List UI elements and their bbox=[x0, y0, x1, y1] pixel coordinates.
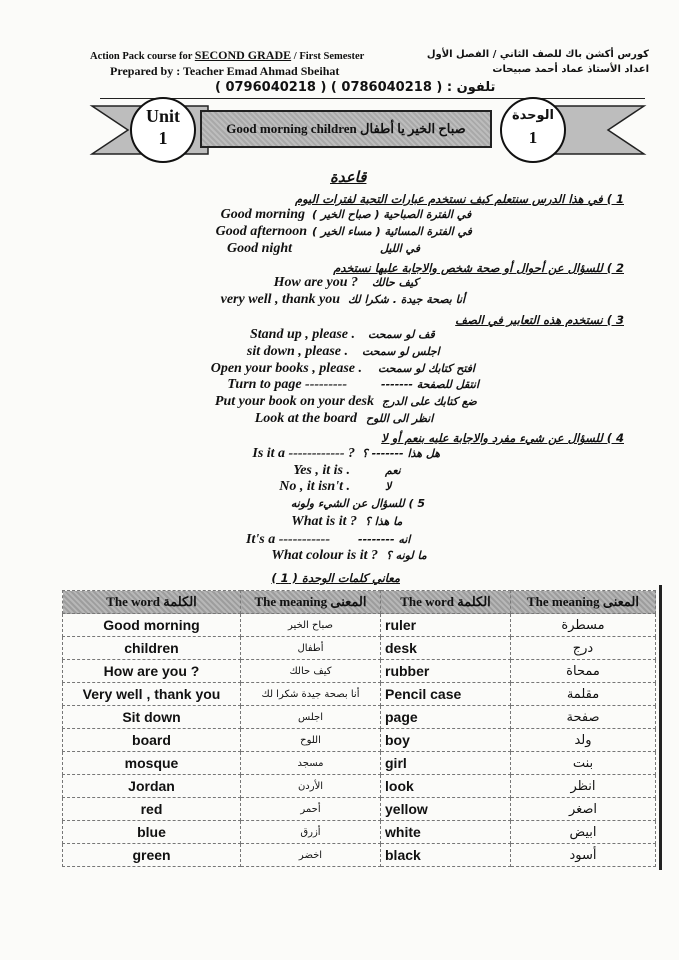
word-cell: rubber bbox=[381, 660, 511, 683]
semester: / First Semester bbox=[291, 51, 365, 62]
header-word: The word الكلمة bbox=[63, 591, 241, 614]
meaning-cell: أحمر bbox=[241, 798, 381, 821]
stand-up-ar: قف لو سمحت bbox=[368, 328, 435, 341]
course-title-en bbox=[90, 48, 364, 63]
word-cell: board bbox=[63, 729, 241, 752]
word-cell: desk bbox=[381, 637, 511, 660]
word-cell: Pencil case bbox=[381, 683, 511, 706]
table-header-row bbox=[63, 591, 656, 614]
word-cell: Jordan bbox=[63, 775, 241, 798]
word-cell: look bbox=[381, 775, 511, 798]
very-well-en: very well , thank you bbox=[220, 292, 340, 307]
meaning-cell: أنا بصحة جيدة شكرا لك bbox=[241, 683, 381, 706]
what-is-it-en: What is it ? bbox=[291, 514, 357, 529]
word-cell: Sit down bbox=[63, 706, 241, 729]
put-book-en: Put your book on your desk bbox=[214, 394, 374, 409]
meaning-cell: الأردن bbox=[241, 775, 381, 798]
lesson-title-ribbon bbox=[200, 110, 492, 148]
section-1: 1 ) في هذا الدرس سنتعلم كيف نستخدم عبارات التحية لفترات اليوم bbox=[295, 192, 624, 206]
look-board-ar: انظر الى اللوح bbox=[366, 412, 434, 425]
meaning-cell: مسطرة bbox=[511, 614, 656, 637]
good-night-ar: في الليل bbox=[380, 242, 420, 255]
unit-number-ar: 1 bbox=[528, 128, 538, 147]
meaning-cell: ولد bbox=[511, 729, 656, 752]
section-2: 2 ) للسؤال عن أحوال أو صحة شخص والاجابة عليها نستخدم bbox=[333, 261, 624, 275]
table-row bbox=[63, 637, 656, 660]
is-it-a-ar: هل هذا ------- ؟ bbox=[362, 447, 441, 460]
turn-to-page-en: Turn to page --------- bbox=[227, 377, 347, 392]
meaning-cell: مقلمة bbox=[511, 683, 656, 706]
what-colour-en: What colour is it ? bbox=[271, 548, 378, 563]
no-ar: لا bbox=[385, 480, 392, 493]
meaning-cell: أطفال bbox=[241, 637, 381, 660]
yes-ar: نعم bbox=[385, 464, 401, 477]
table-row bbox=[63, 614, 656, 637]
word-cell: blue bbox=[63, 821, 241, 844]
table-row bbox=[63, 683, 656, 706]
course-prefix: Action Pack course for bbox=[90, 51, 195, 62]
course-title-ar: كورس أكشن باك للصف الثاني / الفصل الأول bbox=[426, 49, 649, 60]
good-morning-en: Good morning bbox=[220, 207, 305, 222]
grade: SECOND GRADE bbox=[194, 48, 292, 62]
vocabulary-table bbox=[62, 590, 656, 867]
how-are-you-en: How are you ? bbox=[273, 275, 358, 290]
stand-up-en: Stand up , please . bbox=[249, 327, 355, 342]
word-cell: page bbox=[381, 706, 511, 729]
good-afternoon-ar: في الفترة المسائية ( مساء الخير ) bbox=[312, 225, 472, 238]
good-morning-ar: في الفترة الصباحية ( صباح الخير ) bbox=[312, 208, 472, 221]
meaning-cell: صباح الخير bbox=[241, 614, 381, 637]
word-cell: green bbox=[63, 844, 241, 867]
header-meaning: The meaning المعنى bbox=[511, 591, 656, 614]
unit-circle-ar bbox=[500, 97, 566, 163]
word-cell: red bbox=[63, 798, 241, 821]
good-afternoon-en: Good afternoon bbox=[215, 224, 307, 239]
vocab-title: معاني كلمات الوحدة ( 1 ) bbox=[271, 571, 400, 585]
meaning-cell: اللوح bbox=[241, 729, 381, 752]
word-cell: black bbox=[381, 844, 511, 867]
no-en: No , it isn't . bbox=[279, 479, 350, 494]
its-a-en: It's a ----------- bbox=[246, 532, 330, 547]
how-are-you-ar: كيف حالك bbox=[372, 276, 419, 289]
yes-en: Yes , it is . bbox=[293, 463, 350, 478]
section-5: 5 ) للسؤال عن الشيء ولونه bbox=[290, 497, 425, 510]
meaning-cell: انظر bbox=[511, 775, 656, 798]
page-border bbox=[659, 585, 662, 870]
phone-numbers: تلفون : ( 0786040218 ) ( 0796040218 ) bbox=[215, 80, 496, 95]
meaning-cell: ابيض bbox=[511, 821, 656, 844]
word-cell: mosque bbox=[63, 752, 241, 775]
meaning-cell: درج bbox=[511, 637, 656, 660]
good-night-en: Good night bbox=[227, 241, 292, 256]
rule-heading: قاعدة bbox=[330, 168, 367, 186]
look-board-en: Look at the board bbox=[254, 411, 357, 426]
unit-label: Unit bbox=[145, 106, 180, 126]
meaning-cell: صفحة bbox=[511, 706, 656, 729]
meaning-cell: اخضر bbox=[241, 844, 381, 867]
sit-down-en: sit down , please . bbox=[246, 344, 348, 359]
unit-number: 1 bbox=[158, 128, 168, 148]
its-a-ar: انه -------- bbox=[358, 533, 411, 546]
table-row bbox=[63, 660, 656, 683]
meaning-cell: اصغر bbox=[511, 798, 656, 821]
open-books-ar: افتح كتابك لو سمحت bbox=[378, 362, 475, 375]
unit-label-ar: الوحدة bbox=[511, 108, 555, 123]
word-cell: boy bbox=[381, 729, 511, 752]
meaning-cell: بنت bbox=[511, 752, 656, 775]
meaning-cell: كيف حالك bbox=[241, 660, 381, 683]
word-cell: Very well , thank you bbox=[63, 683, 241, 706]
section-4: 4 ) للسؤال عن شيء مفرد والاجابة عليه بنعم أو لا bbox=[381, 431, 624, 445]
sit-down-ar: اجلس لو سمحت bbox=[362, 345, 440, 358]
table-row bbox=[63, 844, 656, 867]
table-row bbox=[63, 729, 656, 752]
lesson-title: Good morning children صباح الخير يا أطفال bbox=[226, 121, 466, 136]
word-cell: white bbox=[381, 821, 511, 844]
turn-to-page-ar: انتقل للصفحة ------- bbox=[381, 378, 480, 391]
word-cell: children bbox=[63, 637, 241, 660]
word-cell: girl bbox=[381, 752, 511, 775]
table-row bbox=[63, 798, 656, 821]
meaning-cell: أسود bbox=[511, 844, 656, 867]
table-row bbox=[63, 752, 656, 775]
is-it-a-en: Is it a ------------ ? bbox=[252, 446, 355, 461]
word-cell: Good morning bbox=[63, 614, 241, 637]
open-books-en: Open your books , please . bbox=[210, 361, 362, 376]
word-cell: How are you ? bbox=[63, 660, 241, 683]
put-book-ar: ضع كتابك على الدرج bbox=[382, 395, 477, 408]
header-meaning: The meaning المعنى bbox=[241, 591, 381, 614]
very-well-ar: أنا بصحة جيدة . شكرا لك bbox=[348, 293, 466, 306]
table-row bbox=[63, 821, 656, 844]
what-colour-ar: ما لونه ؟ bbox=[386, 549, 427, 562]
what-is-it-ar: ما هذا ؟ bbox=[365, 515, 403, 528]
meaning-cell: اجلس bbox=[241, 706, 381, 729]
word-cell: ruler bbox=[381, 614, 511, 637]
section-3: 3 ) نستخدم هذه التعابير في الصف bbox=[455, 313, 624, 327]
meaning-cell: ممحاة bbox=[511, 660, 656, 683]
table-row bbox=[63, 775, 656, 798]
table-row bbox=[63, 706, 656, 729]
meaning-cell: أزرق bbox=[241, 821, 381, 844]
unit-circle-en bbox=[130, 97, 196, 163]
prepared-by: Prepared by : Teacher Emad Ahmad Sbeihat bbox=[110, 64, 340, 78]
header-divider bbox=[100, 98, 645, 99]
prepared-by-ar: اعداد الأستاذ عماد أحمد صبيحات bbox=[492, 64, 649, 75]
header-word: The word الكلمة bbox=[381, 591, 511, 614]
meaning-cell: مسجد bbox=[241, 752, 381, 775]
word-cell: yellow bbox=[381, 798, 511, 821]
